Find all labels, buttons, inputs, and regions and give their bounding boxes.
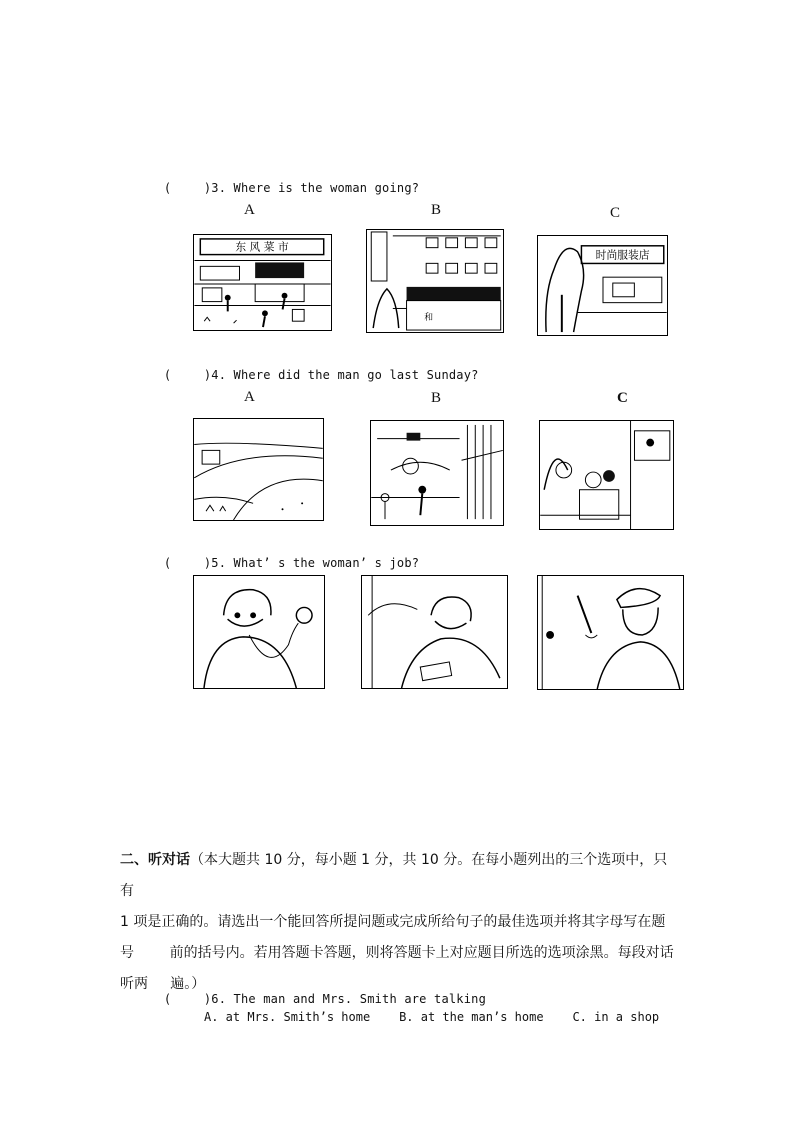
clothing-store-sign: 时尚服装店 [595,248,650,262]
answer-bracket[interactable]: ( [163,181,172,195]
picture-farm-fields[interactable] [193,418,324,521]
section-2-instructions [120,845,680,1000]
question-text: )3. Where is the woman going? [203,181,420,195]
zoo-illustration [540,421,673,529]
question-text: )5. What’ s the woman’ s job? [203,556,420,570]
answer-bracket[interactable]: ( [163,556,172,570]
question-3 [149,167,419,195]
option-label-a: A [244,389,255,405]
picture-nurse[interactable] [537,575,684,690]
nurse-illustration [538,576,683,689]
question-6 [149,978,486,1006]
picture-clothing-store[interactable] [537,235,668,336]
picture-shop-building[interactable] [366,229,504,333]
answer-bracket[interactable]: ( [163,368,172,382]
park-illustration [371,421,503,525]
section-heading: 二、听对话 [120,852,190,868]
option-label-c: C [610,205,621,221]
option-label-b: B [431,390,442,406]
instruction-line-4: 听两 遍。） [120,976,206,992]
department-store-illustration [194,235,331,330]
instruction-line-2: 1 项是正确的。请选出一个能回答所提问题或完成所给句子的最佳选项并将其字母写在题 [120,914,666,930]
picture-dentist[interactable] [361,575,508,689]
question-text: )6. The man and Mrs. Smith are talking [203,992,486,1006]
question-5 [149,542,419,570]
option-label-b: B [431,202,442,218]
picture-park[interactable] [370,420,504,526]
question-4 [149,354,479,382]
dentist-illustration [362,576,507,688]
question-text: )4. Where did the man go last Sunday? [203,368,479,382]
picture-department-store[interactable] [193,234,332,331]
option-label-c: C [617,390,628,406]
doctor-illustration [194,576,324,688]
instruction-line-3: 号 前的括号内。若用答题卡答题，则将答题卡上对应题目所选的选项涂黑。每段对话 [120,945,674,961]
instruction-line-1: 二、听对话（本大题共 10 分，每小题 1 分，共 10 分。在每小题列出的三个选项中，只有 [120,852,668,899]
question-6-options: A. at Mrs. Smith’s home B. at the man’s home C. in a shop [204,1010,660,1024]
shop-building-illustration [367,230,503,332]
picture-doctor[interactable] [193,575,325,689]
option-label-a: A [244,202,255,218]
answer-bracket[interactable]: ( [163,992,172,1006]
store-sign-text: 东 风 菜 市 [235,240,289,254]
picture-zoo[interactable] [539,420,674,530]
clothing-store-illustration [538,236,667,335]
farm-fields-illustration [194,419,323,520]
svg-text:和: 和 [424,313,434,324]
